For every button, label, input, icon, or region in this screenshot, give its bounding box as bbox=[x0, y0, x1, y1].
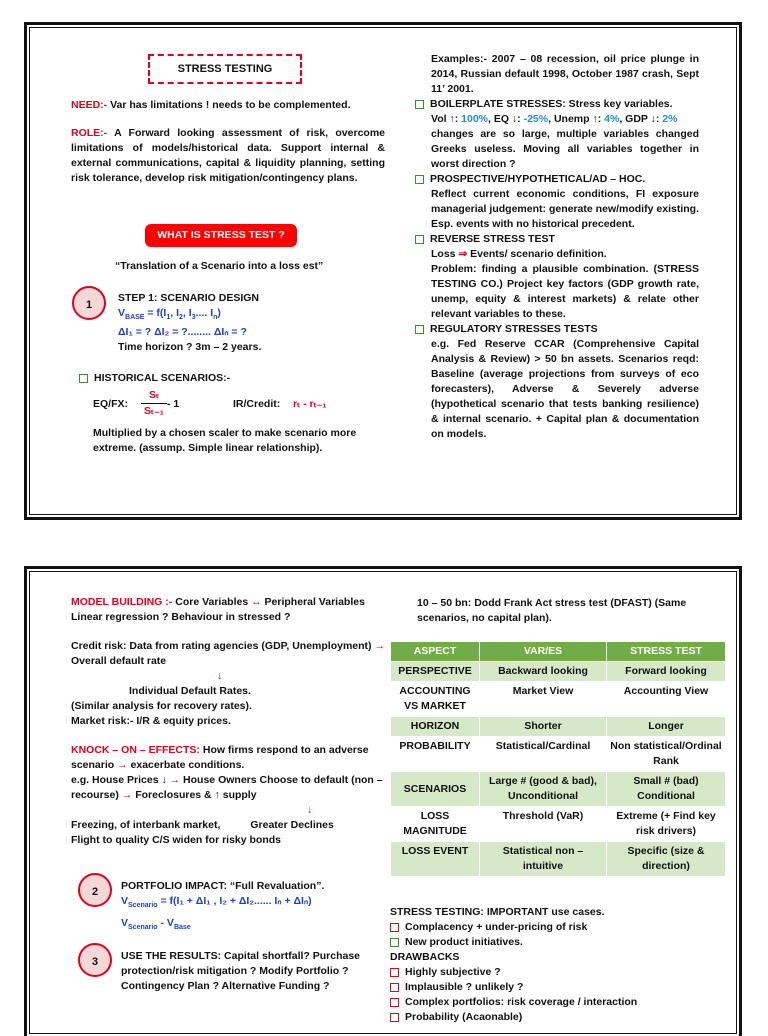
regulatory-heading bbox=[415, 322, 699, 337]
table-cell: Accounting View bbox=[607, 682, 726, 717]
table-header-row bbox=[391, 642, 726, 662]
vbase-sub-2: Base bbox=[173, 924, 191, 932]
table-row bbox=[391, 737, 726, 772]
similar-analysis: (Similar analysis for recovery rates). bbox=[71, 700, 252, 712]
use-item bbox=[390, 935, 720, 950]
examples-text: Examples:- 2007 – 08 recession, oil price plunge in 2014, Russian default 1998, October 1987 crash, Sept 11’ 2001. bbox=[431, 53, 699, 95]
model-line bbox=[71, 595, 385, 610]
historical-label: HISTORICAL SCENARIOS:- bbox=[94, 372, 231, 384]
ircredit-label: IR/Credit: bbox=[233, 398, 281, 410]
slide-stress-testing-2 bbox=[24, 566, 742, 1036]
checkbox-icon bbox=[390, 983, 399, 992]
boilerplate-label: BOILERPLATE STRESSES: Stress key variables. bbox=[430, 98, 673, 110]
table-row bbox=[391, 807, 726, 842]
historical-heading bbox=[79, 371, 389, 386]
regulatory-label: REGULATORY STRESSES TESTS bbox=[430, 323, 598, 335]
down-arrow-icon: ↓ bbox=[217, 670, 223, 682]
use-results: USE THE RESULTS: Capital shortfall? Purchase protection/risk mitigation ? Modify Portfolio ? Contingency Plan ? Alternative Funding ? bbox=[121, 950, 361, 992]
vscen-v: V bbox=[121, 895, 129, 907]
step-3-number: 3 bbox=[91, 956, 99, 968]
drawbacks-heading: DRAWBACKS bbox=[390, 951, 460, 963]
vscen-minus: - V bbox=[157, 917, 174, 930]
credit-text-2: Overall default rate bbox=[71, 655, 167, 667]
vscen-rhs: = f(I₁ + ΔI₁ , I₂ + ΔI₂...... Iₙ + ΔIₙ) bbox=[157, 895, 312, 907]
boilerplate-text: changes are so large, multiple variables changed Greeks useless. Moving all variables together in worst direction ? bbox=[431, 128, 699, 170]
flight-to-quality: Flight to quality C/S widen for risky bonds bbox=[71, 834, 282, 846]
vol-line bbox=[415, 112, 699, 127]
vscenario-minus: $V_{Scenario} - V_{Base}$ bbox=[121, 917, 191, 932]
what-is-stress-test-button[interactable] bbox=[145, 224, 297, 247]
vscen-sub: Scenario bbox=[128, 902, 158, 910]
knock-text: How firms respond to an adverse scenario bbox=[71, 744, 369, 771]
minus-one: - 1 bbox=[167, 398, 180, 410]
table-cell: Statistical/Cardinal bbox=[480, 737, 607, 772]
checkbox-icon bbox=[415, 100, 424, 109]
market-risk: Market risk:- I/R & equity prices. bbox=[71, 715, 231, 727]
need-text: Var has limitations ! needs to be complemented. bbox=[107, 99, 351, 111]
step-1-circle bbox=[72, 286, 106, 320]
step-1-heading: STEP 1: SCENARIO DESIGN bbox=[118, 292, 260, 304]
table-row bbox=[391, 717, 726, 737]
table-cell: PERSPECTIVE bbox=[391, 662, 480, 682]
individual-default: Individual Default Rates. bbox=[129, 685, 251, 697]
vbase-formula: $V_{BASE} = f(I_1$, $I_2$, $I_3$.... $I_n$) bbox=[118, 307, 221, 322]
drawback-text: Complex portfolios: risk coverage / interaction bbox=[405, 996, 638, 1008]
model-building-block bbox=[71, 595, 385, 848]
table-row bbox=[391, 772, 726, 807]
portfolio-impact: PORTFOLIO IMPACT: “Full Revaluation”. bbox=[121, 880, 325, 892]
var-vs-stress-table bbox=[390, 641, 726, 877]
checkbox-icon bbox=[390, 1013, 399, 1022]
role-line bbox=[71, 126, 385, 186]
model-label: MODEL BUILDING :- bbox=[71, 596, 173, 608]
right-arrow-icon: → bbox=[374, 640, 385, 652]
table-row bbox=[391, 682, 726, 717]
boilerplate-heading bbox=[415, 97, 699, 112]
vol-b-val: -25% bbox=[523, 113, 549, 125]
left-column bbox=[71, 98, 385, 186]
vbase-rhs: = f(I bbox=[144, 307, 167, 319]
table-cell: SCENARIOS bbox=[391, 772, 480, 807]
checkbox-icon bbox=[390, 923, 399, 932]
prospective-text: Reflect current economic conditions, FI exposure managerial judgement: generate new/modify existing. Esp. events with no historical precedent. bbox=[431, 188, 699, 230]
table-cell: Specific (size & direction) bbox=[607, 842, 726, 877]
greater-declines: Greater Declines bbox=[250, 819, 334, 831]
step-1-block bbox=[118, 291, 388, 355]
multiplied-text: Multiplied by a chosen scaler to make scenario more extreme. (assump. Simple linear relationship). bbox=[93, 427, 357, 454]
ir-formula: rₜ - rₜ₋₁ bbox=[293, 398, 327, 410]
translation-text: “Translation of a Scenario into a loss est” bbox=[115, 260, 324, 272]
right-arrow-icon: → bbox=[169, 774, 181, 786]
house-1: e.g. House Prices ↓ bbox=[71, 774, 167, 786]
fraction-numerator: Sₜ bbox=[141, 388, 167, 404]
step-3-circle bbox=[78, 943, 112, 977]
fraction-denominator: Sₜ₋₁ bbox=[144, 405, 164, 417]
knock-on-line bbox=[71, 743, 385, 773]
table-row bbox=[391, 662, 726, 682]
step-2-circle bbox=[78, 873, 112, 907]
table-cell: Backward looking bbox=[480, 662, 607, 682]
step-1-number: 1 bbox=[85, 299, 93, 311]
step-2-number: 2 bbox=[91, 886, 99, 898]
delta-formula: ΔI₁ = ? ΔI₂ = ?........ ΔIₙ = ? bbox=[118, 326, 247, 339]
reverse-loss: Loss bbox=[431, 248, 456, 260]
checkbox-icon bbox=[415, 175, 424, 184]
vol-c: , Unemp ↑: bbox=[548, 113, 605, 125]
vol-b: , EQ ↓: bbox=[488, 113, 524, 125]
header-var-es: VAR/ES bbox=[480, 642, 607, 662]
model-line-2: Linear regression ? Behaviour in stressed ? bbox=[71, 611, 291, 623]
table-cell: Large # (good & bad), Unconditional bbox=[480, 772, 607, 807]
freezing-line bbox=[71, 818, 385, 833]
prospective-label: PROSPECTIVE/HYPOTHETICAL/AD – HOC. bbox=[430, 173, 646, 185]
need-line bbox=[71, 98, 385, 113]
prospective-heading bbox=[415, 172, 699, 187]
portfolio-impact-block bbox=[121, 879, 391, 935]
model-text-1: Core Variables bbox=[172, 596, 249, 608]
use-item bbox=[390, 920, 720, 935]
checkbox-icon bbox=[415, 235, 424, 244]
drawback-item bbox=[390, 965, 720, 980]
vol-c-val: 4% bbox=[604, 113, 620, 125]
use-results-block bbox=[121, 949, 361, 994]
freezing-text: Freezing, of interbank market, bbox=[71, 819, 221, 831]
table-cell: Shorter bbox=[480, 717, 607, 737]
drawback-text: Probability (Acaonable) bbox=[405, 1011, 523, 1023]
slide-title-box bbox=[148, 54, 302, 84]
vscen-sub-2: Scenario bbox=[128, 924, 158, 932]
reverse-loss-2: Events/ scenario definition. bbox=[467, 248, 607, 260]
historical-block bbox=[79, 371, 389, 456]
vol-a-val: 100% bbox=[461, 113, 488, 125]
table-cell: PROBABILITY bbox=[391, 737, 480, 772]
table-cell: ACCOUNTING VS MARKET bbox=[391, 682, 480, 717]
table-cell: LOSS MAGNITUDE bbox=[391, 807, 480, 842]
reverse-text: Problem: finding a plausible combination. (STRESS TESTING CO.) Project key factors (GDP growth rate, unemp, equity & interest markets) & relate other relevant variables to these. bbox=[431, 263, 699, 320]
uses-and-drawbacks bbox=[390, 905, 720, 1025]
knock-text-2: exacerbate conditions. bbox=[127, 759, 245, 771]
table-cell: Forward looking bbox=[607, 662, 726, 682]
translation-quote bbox=[115, 259, 385, 274]
what-is-stress-test-label: WHAT IS STRESS TEST ? bbox=[157, 229, 285, 241]
drawback-item bbox=[390, 995, 720, 1010]
slide-stress-testing-1 bbox=[24, 22, 742, 520]
right-arrow-icon: → bbox=[117, 759, 128, 771]
model-text-2: Peripheral Variables bbox=[261, 596, 365, 608]
credit-text: Credit risk: Data from rating agencies (GDP, Unemployment) bbox=[71, 640, 372, 652]
reverse-loss-line bbox=[415, 247, 699, 262]
table-cell: Longer bbox=[607, 717, 726, 737]
checkbox-icon bbox=[390, 938, 399, 947]
credit-line bbox=[71, 639, 385, 669]
comparison-table bbox=[390, 641, 726, 877]
need-label: NEED:- bbox=[71, 99, 108, 111]
right-arrow-icon: → bbox=[121, 789, 133, 801]
checkbox-icon bbox=[415, 325, 424, 334]
time-horizon: Time horizon ? 3m – 2 years. bbox=[118, 341, 262, 354]
house-3: Foreclosures & ↑ supply bbox=[132, 789, 257, 801]
vscenario-formula bbox=[121, 894, 391, 913]
table-row bbox=[391, 842, 726, 877]
table-cell: Threshold (VaR) bbox=[480, 807, 607, 842]
table-cell: Statistical non – intuitive bbox=[480, 842, 607, 877]
checkbox-icon bbox=[79, 374, 88, 383]
header-aspect: ASPECT bbox=[391, 642, 480, 662]
reverse-label: REVERSE STRESS TEST bbox=[430, 233, 555, 245]
right-arrow-icon: ⇒ bbox=[458, 248, 468, 260]
drawback-item bbox=[390, 980, 720, 995]
dodd-frank bbox=[415, 596, 699, 626]
drawback-item bbox=[390, 1010, 720, 1025]
checkbox-icon bbox=[390, 998, 399, 1007]
slide-title: STRESS TESTING bbox=[177, 63, 273, 75]
table-cell: Non statistical/Ordinal Rank bbox=[607, 737, 726, 772]
knock-label: KNOCK – ON – EFFECTS: bbox=[71, 744, 200, 756]
house-2: House Owners Choose to default (non – recourse) bbox=[71, 774, 383, 801]
reverse-heading bbox=[415, 232, 699, 247]
eqfx-row bbox=[79, 388, 389, 422]
uses-heading: STRESS TESTING: IMPORTANT use cases. bbox=[390, 906, 605, 918]
vol-d-val: 2% bbox=[662, 113, 678, 125]
vol-d: , GDP ↓: bbox=[619, 113, 663, 125]
use-text: Complacency + under-pricing of risk bbox=[405, 921, 588, 933]
down-arrow-icon: ↓ bbox=[307, 804, 313, 816]
table-cell: Small # (bad) Conditional bbox=[607, 772, 726, 807]
dodd-frank-text: 10 – 50 bn: Dodd Frank Act stress test (DFAST) (Same scenarios, no capital plan). bbox=[417, 597, 687, 624]
table-cell: Extreme (+ Find key risk drivers) bbox=[607, 807, 726, 842]
regulatory-text: e.g. Fed Reserve CCAR (Comprehensive Capital Analysis & Review) > 50 bn assets. Scenarios reqd: Baseline (average projections from surveys of eco forecasters), Adverse & Severely adverse (hypothetical scenario that tests banking resilience) & internal scenario. + Capital plan & documentation on models. bbox=[431, 338, 699, 440]
checkbox-icon bbox=[390, 968, 399, 977]
table-cell: HORIZON bbox=[391, 717, 480, 737]
drawback-text: Highly subjective ? bbox=[405, 966, 501, 978]
eqfx-label: EQ/FX: bbox=[93, 398, 129, 410]
vbase-v: V bbox=[118, 307, 126, 319]
double-arrow-icon: ↔ bbox=[248, 596, 262, 608]
vbase-sub: BASE bbox=[125, 314, 145, 322]
house-line bbox=[71, 773, 385, 803]
role-label: ROLE:- bbox=[71, 127, 108, 139]
use-text: New product initiatives. bbox=[405, 936, 523, 948]
drawback-text: Implausible ? unlikely ? bbox=[405, 981, 524, 993]
role-text: A Forward looking assessment of risk, overcome limitations of models/historical data. Support internal & external communications, capital & liquidity planning, setting risk tolerance, develop risk mitigation/contingency plans. bbox=[71, 127, 385, 184]
header-stress-test: STRESS TEST bbox=[607, 642, 726, 662]
vol-a: Vol ↑: bbox=[431, 113, 462, 125]
table-cell: Market View bbox=[480, 682, 607, 717]
right-column bbox=[415, 52, 699, 442]
table-cell: LOSS EVENT bbox=[391, 842, 480, 877]
